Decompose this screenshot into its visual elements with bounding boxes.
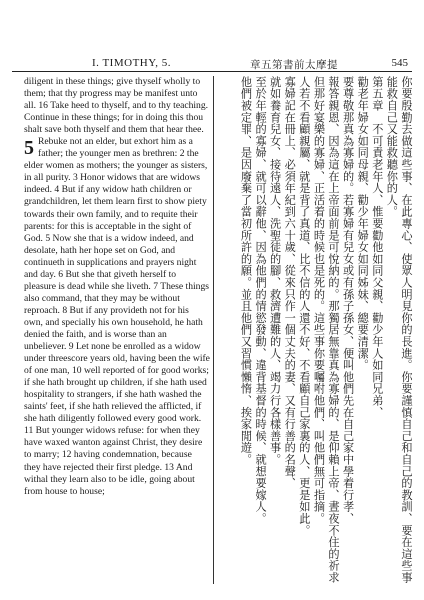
- chinese-text-column: [218, 76, 413, 586]
- chinese-column: 能救自己又能救聽你的人。: [385, 76, 399, 218]
- chapter-number: 5: [24, 137, 34, 160]
- chinese-column: 勸老年婦女如同母親、勸少年婦女如同姊妹、總要清潔。: [356, 76, 370, 371]
- chinese-column: 你要殷勤去做這些事、在此專心、使眾人明見你的長進。你要謹慎自己和自己的教訓、要在這些事: [400, 76, 413, 584]
- chinese-column: 要尊敬那真為寡婦的。若寡婦有兒女或有孫子孫女、便叫他們先在自己家中學着行孝、: [341, 76, 355, 525]
- chinese-column: 寡婦記在冊上、必須年紀到六十歲、從來只作一個丈夫的妻、又有行善的名聲、: [283, 76, 297, 489]
- running-title: I. TIMOTHY, 5.: [92, 57, 172, 69]
- page-header: [12, 57, 412, 72]
- english-text-column: [24, 76, 210, 498]
- chinese-column: 他們被定罪、是因廢棄了當初所許的願。並且他們又習慣懶惰、挨家閒遊。: [239, 76, 253, 466]
- page-number: 545: [391, 57, 408, 69]
- running-title-chinese: 章五第書前太摩提: [250, 59, 338, 71]
- chinese-column: 第五章 不可責老年人、惟要勸他如同父親、勸少年人如同兄弟、: [370, 76, 384, 419]
- column-divider: [213, 76, 214, 584]
- chinese-column: 就如養育兒女、接待遠人、洗聖徒的腳、救濟遭難的人、竭力行各樣善事。: [268, 76, 282, 466]
- chinese-column: 至於年輕的寡婦、就可以辭他、因為他們的情慾發動、違背基督的時候、就想要嫁人。: [254, 76, 268, 525]
- chinese-column: 但那好宴樂的寡婦、正活着的時候也是死的。這些事你要囑咐他們、叫他們無可指摘。: [312, 76, 326, 525]
- paragraph-ch5: [24, 136, 210, 497]
- paragraph-ch4-end: diligent in these things; give thyself wholly to them; that thy progress may be manifest unto all. 16 Take heed to thyself, and to thy teaching. Continue in these things; for in doing this thou shalt save both thyself and them that hear thee.: [24, 76, 209, 136]
- chapter-5-text: Rebuke not an elder, but exhort him as a father; the younger men as brethren: 2 the elder women as mothers; the younger as sisters, in all purity. 3 Honor widows that are widows indeed. 4 But if any widow hath children or grandchildren, let them learn first to show piety towards their own family, and to requite their parents: for this is acceptable in the sight of God. 5 Now she that is a widow indeed, and desolate, hath her hope set on God, and continueth in supplications and prayers night and day. 6 But she that giveth herself to pleasure is dead while she liveth. 7 These things also command, that they may be without reproach. 8 But if any provideth not for his own, and specially his own household, he hath denied the faith, and is worse than an unbeliever. 9 Let none be enrolled as a widow under threescore years old, having been the wife of one man, 10 well reported of for good works; if she hath brought up children, if she hath used hospitality to strangers, if she hath washed the saints' feet, if she hath relieved the afflicted, if she hath diligently followed every good work. 11 But younger widows refuse: for when they have waxed wanton against Christ, they desire to marry; 12 having condemnation, because they have rejected their first pledge. 13 And withal they learn also to be idle, going about from house to house;: [24, 136, 210, 497]
- chinese-column: 報答親恩、因為這在上帝面前是可悅納的。那獨居無靠真為寡婦的、是仰賴上帝、晝夜不住的祈求: [327, 76, 341, 584]
- chinese-column: 人若不看顧親屬、就是背了真道、比不信的人還不好、不看顧自己家裏的人、更是如此。: [297, 76, 311, 537]
